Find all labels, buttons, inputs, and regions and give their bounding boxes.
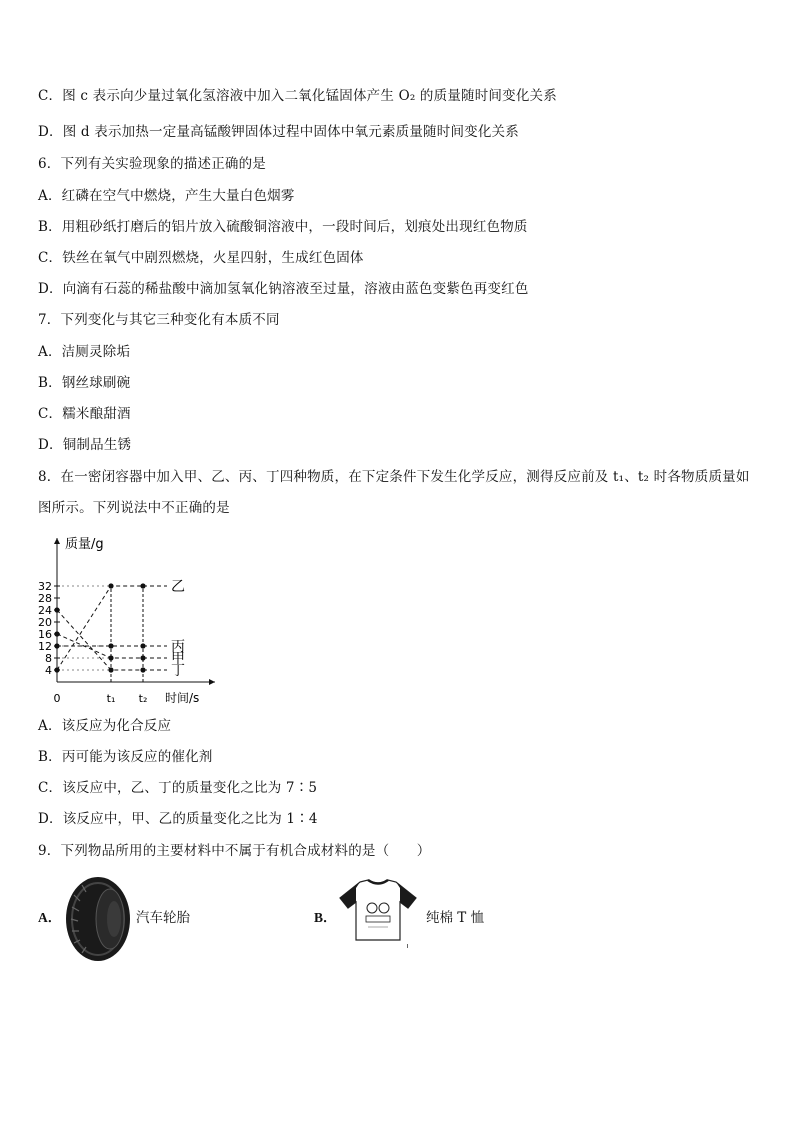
data-point xyxy=(54,667,59,672)
data-point xyxy=(140,667,145,672)
q6-option-d: D．向滴有石蕊的稀盐酸中滴加氢氧化钠溶液至过量，溶液由蓝色变紫色再变红色 xyxy=(38,281,529,297)
data-point xyxy=(108,655,113,660)
data-point xyxy=(140,643,145,648)
q8-option-a: A．该反应为化合反应 xyxy=(38,718,172,734)
tire-image xyxy=(64,875,132,963)
question-9: 9．下列物品所用的主要材料中不属于有机合成材料的是（ ） xyxy=(38,843,431,859)
series-label: 丁 xyxy=(171,663,185,679)
y-tick-label: 20 xyxy=(38,616,52,629)
x-tick-label: t₂ xyxy=(138,692,148,705)
tshirt-image xyxy=(338,878,418,944)
option-d-prev: D．图 d 表示加热一定量高锰酸钾固体过程中固体中氧元素质量随时间变化关系 xyxy=(38,124,519,140)
series-label: 乙 xyxy=(171,579,185,595)
data-point xyxy=(108,667,113,672)
q7-option-d: D．铜制品生锈 xyxy=(38,437,132,453)
option-c-prev: C．图 c 表示向少量过氧化氢溶液中加入二氧化锰固体产生 O₂ 的质量随时间变化关系 xyxy=(38,88,557,104)
q7-option-b: B．钢丝球刷碗 xyxy=(38,375,131,391)
data-point xyxy=(108,643,113,648)
y-tick-label: 16 xyxy=(38,628,52,641)
y-tick-label: 32 xyxy=(38,580,52,593)
x-axis-label: 时间/s xyxy=(165,691,200,705)
series-label: 丙 xyxy=(171,639,185,655)
question-8-line2: 图所示。下列说法中不正确的是 xyxy=(38,500,230,516)
q6-option-a: A．红磷在空气中燃烧，产生大量白色烟雾 xyxy=(38,188,295,204)
x-axis-arrow xyxy=(209,679,215,685)
data-point xyxy=(54,607,59,612)
y-axis-label: 质量/g xyxy=(65,537,104,552)
y-axis-arrow xyxy=(54,538,60,544)
x-tick-label: 0 xyxy=(53,692,61,705)
y-tick-label: 12 xyxy=(38,640,52,653)
mass-time-chart xyxy=(30,530,230,710)
data-point xyxy=(54,631,59,636)
y-tick-label: 4 xyxy=(45,664,52,677)
q6-option-b: B．用粗砂纸打磨后的铝片放入硫酸铜溶液中，一段时间后，划痕处出现红色物质 xyxy=(38,219,528,235)
q8-option-c: C．该反应中，乙、丁的质量变化之比为 7∶5 xyxy=(38,780,318,796)
q8-option-b: B．丙可能为该反应的催化剂 xyxy=(38,749,213,765)
q6-option-c: C．铁丝在氧气中剧烈燃烧，火星四射，生成红色固体 xyxy=(38,250,364,266)
q7-option-c: C．糯米酿甜酒 xyxy=(38,406,131,422)
question-6: 6．下列有关实验现象的描述正确的是 xyxy=(38,156,266,172)
q9-option-a-letter: A． xyxy=(38,910,62,925)
y-tick-label: 24 xyxy=(38,604,52,617)
q7-option-a: A．洁厕灵除垢 xyxy=(38,344,131,360)
y-tick-label: 28 xyxy=(38,592,52,605)
q9-option-b-label: 纯棉 T 恤 xyxy=(426,910,485,926)
small-mark xyxy=(407,944,408,948)
data-point xyxy=(108,583,113,588)
question-8-line1: 8．在一密闭容器中加入甲、乙、丙、丁四种物质，在下定条件下发生化学反应，测得反应前及 t₁、t₂ 时各物质质量如 xyxy=(38,469,750,485)
q8-option-d: D．该反应中，甲、乙的质量变化之比为 1∶4 xyxy=(38,811,318,827)
q9-option-b-letter: B． xyxy=(314,910,337,925)
series-label: 甲 xyxy=(171,651,185,667)
y-tick-label: 8 xyxy=(45,652,52,665)
q9-option-a-label: 汽车轮胎 xyxy=(136,910,190,926)
data-point xyxy=(54,643,59,648)
question-7: 7．下列变化与其它三种变化有本质不同 xyxy=(38,312,280,328)
data-point xyxy=(140,583,145,588)
x-tick-label: t₁ xyxy=(106,692,116,705)
data-point xyxy=(140,655,145,660)
